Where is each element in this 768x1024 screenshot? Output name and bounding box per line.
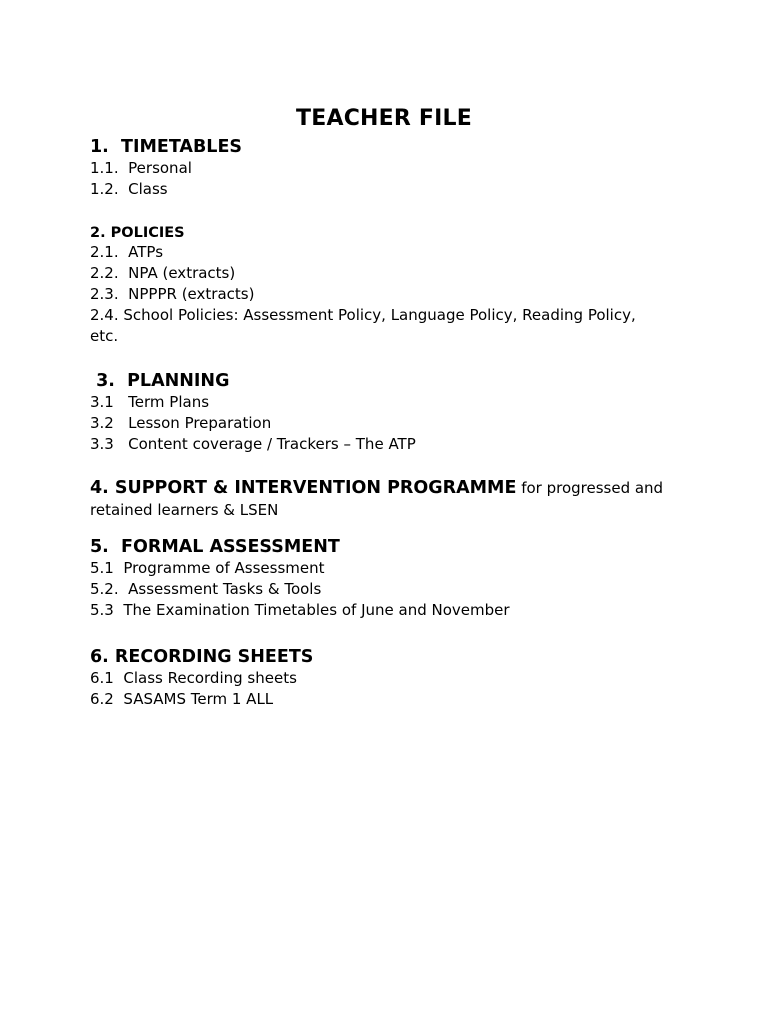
list-item: 1.2. Class bbox=[90, 180, 168, 198]
section-support-intervention bbox=[90, 477, 680, 521]
list-item: 3.3 Content coverage / Trackers – The ATP bbox=[90, 435, 416, 453]
section-policies bbox=[90, 224, 690, 347]
list-item: 2.4. School Policies: Assessment Policy, Language Policy, Reading Policy, etc. bbox=[90, 306, 636, 345]
list-item: 3.2 Lesson Preparation bbox=[90, 414, 272, 432]
section-heading: 2. POLICIES bbox=[90, 225, 185, 241]
list-item: 5.2. Assessment Tasks & Tools bbox=[90, 580, 322, 598]
section-heading: 3. PLANNING bbox=[90, 371, 230, 391]
list-item: 3.1 Term Plans bbox=[90, 393, 210, 411]
section-heading: 6. RECORDING SHEETS bbox=[90, 647, 314, 667]
section-heading: 5. FORMAL ASSESSMENT bbox=[90, 537, 340, 557]
list-item: 6.2 SASAMS Term 1 ALL bbox=[90, 690, 274, 708]
section-heading-bold: 4. SUPPORT & INTERVENTION PROGRAMME bbox=[90, 478, 517, 498]
section-timetables bbox=[90, 136, 690, 200]
section-recording-sheets bbox=[90, 646, 690, 710]
list-item: 5.1 Programme of Assessment bbox=[90, 559, 325, 577]
section-planning bbox=[90, 370, 690, 455]
list-item: 2.2. NPA (extracts) bbox=[90, 264, 236, 282]
document-title: TEACHER FILE bbox=[296, 106, 472, 131]
section-formal-assessment bbox=[90, 536, 690, 621]
section-heading-suffix: for progressed and retained learners & LSEN bbox=[90, 479, 664, 519]
section-heading: 1. TIMETABLES bbox=[90, 137, 242, 157]
list-item: 2.3. NPPPR (extracts) bbox=[90, 285, 255, 303]
list-item: 6.1 Class Recording sheets bbox=[90, 669, 297, 687]
section-heading bbox=[90, 477, 680, 521]
list-item: 1.1. Personal bbox=[90, 159, 192, 177]
list-item: 5.3 The Examination Timetables of June and November bbox=[90, 601, 510, 619]
list-item: 2.1. ATPs bbox=[90, 243, 164, 261]
